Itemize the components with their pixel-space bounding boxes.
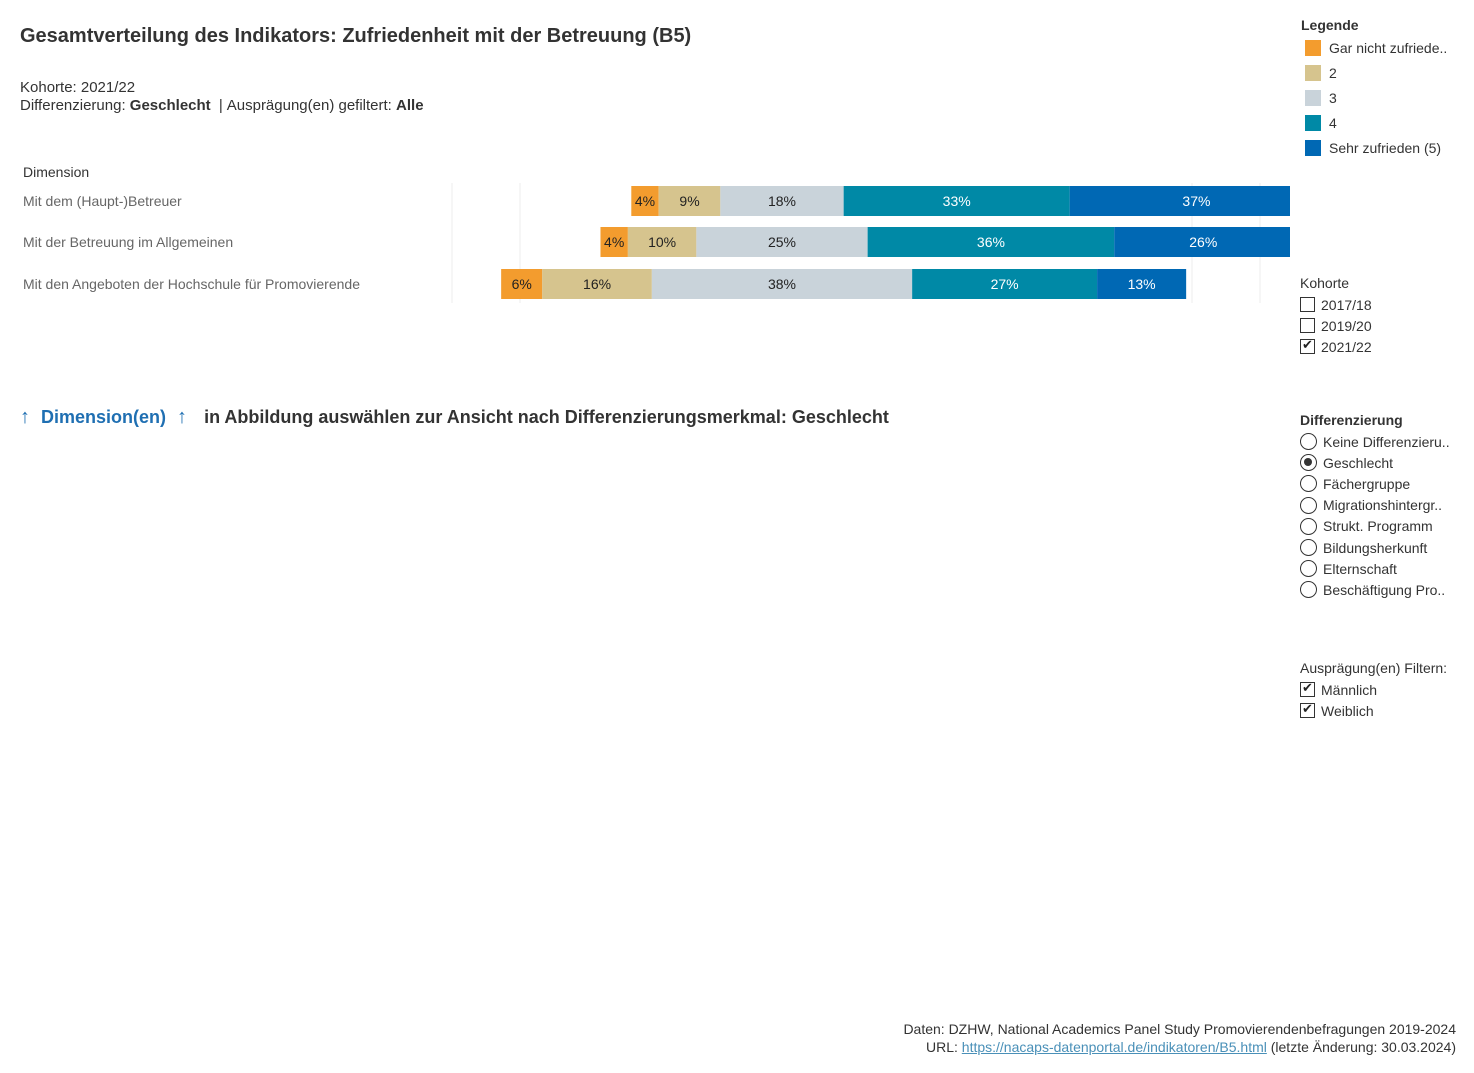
- option-label: Migrationshintergr..: [1323, 497, 1443, 514]
- radio-button[interactable]: [1300, 560, 1317, 577]
- option-label: Keine Differenzieru..: [1323, 433, 1450, 450]
- differenzierung-option[interactable]: [1300, 579, 1470, 600]
- radio-button[interactable]: [1300, 518, 1317, 535]
- url-line: [903, 1038, 1456, 1056]
- auspraegung-option[interactable]: [1300, 700, 1470, 721]
- bar-segment: [1070, 186, 1290, 216]
- legend-swatch: [1305, 65, 1321, 81]
- legend-label: Sehr zufrieden (5): [1329, 139, 1442, 156]
- option-label: 2021/22: [1321, 338, 1372, 355]
- legend-label: 4: [1329, 114, 1337, 131]
- option-label: Strukt. Programm: [1323, 518, 1433, 535]
- kohorte-option[interactable]: [1300, 315, 1470, 336]
- option-label: Weiblich: [1321, 702, 1374, 719]
- differentiation-prefix: Differenzierung:: [20, 97, 126, 114]
- data-label: 10%: [648, 234, 677, 250]
- stacked-bar-chart: [0, 155, 1290, 315]
- footer: [903, 1020, 1456, 1056]
- legend-item[interactable]: [1301, 60, 1471, 85]
- differentiation-value: Geschlecht: [129, 97, 211, 114]
- data-label: 4%: [604, 234, 625, 250]
- legend-label: Gar nicht zufriede..: [1329, 39, 1448, 56]
- separator: |: [218, 97, 223, 114]
- hint-text: in Abbildung auswählen zur Ansicht nach Differenzierungsmerkmal: Geschlecht: [204, 407, 889, 427]
- data-label: 13%: [1127, 276, 1156, 292]
- legend-swatch: [1305, 40, 1321, 56]
- checkbox[interactable]: [1300, 703, 1315, 718]
- legend-item[interactable]: [1301, 85, 1471, 110]
- filter-prefix: Ausprägung(en) gefiltert:: [226, 97, 392, 114]
- differenzierung-option[interactable]: [1300, 452, 1470, 473]
- legend-swatch: [1305, 115, 1321, 131]
- legend-items: [1301, 35, 1471, 160]
- auspraegung-options: [1300, 679, 1470, 721]
- option-label: Elternschaft: [1323, 560, 1397, 577]
- dimension-hint: [20, 406, 889, 429]
- kohorte-option[interactable]: [1300, 294, 1470, 315]
- legend-title: Legende: [1301, 17, 1359, 33]
- cohort-line: Kohorte: 2021/22: [20, 79, 136, 96]
- url-suffix: (letzte Änderung: 30.03.2024): [1270, 1039, 1456, 1055]
- data-label: 16%: [583, 276, 612, 292]
- checkbox[interactable]: [1300, 339, 1315, 354]
- option-label: 2019/20: [1321, 317, 1372, 334]
- legend-swatch: [1305, 140, 1321, 156]
- kohorte-option[interactable]: [1300, 336, 1470, 357]
- differenzierung-filter: [1300, 412, 1470, 601]
- category-label: Mit der Betreuung im Allgemeinen: [23, 234, 234, 250]
- y-axis-label: Dimension: [23, 164, 90, 180]
- differenzierung-option[interactable]: [1300, 473, 1470, 494]
- checkbox[interactable]: [1300, 682, 1315, 697]
- data-label: 26%: [1189, 234, 1218, 250]
- radio-button[interactable]: [1300, 497, 1317, 514]
- differenzierung-option[interactable]: [1300, 537, 1470, 558]
- checkbox[interactable]: [1300, 318, 1315, 333]
- kohorte-title: Kohorte: [1300, 275, 1350, 291]
- data-label: 4%: [634, 193, 656, 209]
- option-label: 2017/18: [1321, 296, 1372, 313]
- data-label: 6%: [511, 276, 532, 292]
- up-arrow-icon: ↑: [177, 406, 188, 428]
- up-arrow-icon: ↑: [20, 406, 30, 428]
- legend-item[interactable]: [1301, 110, 1471, 135]
- chart-title: Gesamtverteilung des Indikators: Zufriedenheit mit der Betreuung (B5): [20, 25, 692, 47]
- kohorte-filter: [1300, 275, 1470, 358]
- auspraegung-filter: [1300, 660, 1470, 721]
- differenzierung-options: [1300, 431, 1470, 601]
- data-label: 18%: [767, 193, 797, 209]
- option-label: Bildungsherkunft: [1323, 539, 1428, 556]
- differenzierung-title: Differenzierung: [1300, 412, 1403, 428]
- radio-button[interactable]: [1300, 581, 1317, 598]
- data-label: 27%: [990, 276, 1019, 292]
- data-label: 37%: [1182, 193, 1211, 209]
- differenzierung-option[interactable]: [1300, 558, 1470, 579]
- auspraegung-option[interactable]: [1300, 679, 1470, 700]
- radio-button[interactable]: [1300, 475, 1317, 492]
- legend-swatch: [1305, 90, 1321, 106]
- option-label: Fächergruppe: [1323, 475, 1411, 492]
- auspraegung-title: Ausprägung(en) Filtern:: [1300, 660, 1448, 676]
- option-label: Beschäftigung Pro..: [1323, 581, 1446, 598]
- differenzierung-option[interactable]: [1300, 495, 1470, 516]
- legend-label: 2: [1329, 64, 1337, 81]
- url-prefix: URL:: [925, 1039, 958, 1055]
- data-label: 25%: [767, 234, 797, 250]
- differenzierung-option[interactable]: [1300, 431, 1470, 452]
- option-label: Geschlecht: [1323, 454, 1394, 471]
- legend: [1301, 17, 1471, 160]
- radio-button[interactable]: [1300, 539, 1317, 556]
- legend-label: 3: [1329, 89, 1337, 106]
- data-label: 36%: [976, 234, 1005, 250]
- radio-button[interactable]: [1300, 433, 1317, 450]
- data-label: 33%: [942, 193, 971, 209]
- legend-item[interactable]: [1301, 135, 1471, 160]
- source-link[interactable]: https://nacaps-datenportal.de/indikatoren/B5.html: [961, 1039, 1267, 1055]
- category-label: Mit dem (Haupt-)Betreuer: [23, 193, 182, 209]
- differentiation-line: [20, 97, 424, 114]
- data-label: 9%: [679, 193, 700, 209]
- category-label: Mit den Angeboten der Hochschule für Promovierende: [23, 276, 360, 292]
- data-label: 38%: [767, 276, 797, 292]
- dimension-link[interactable]: Dimension(en): [41, 407, 167, 427]
- data-source: Daten: DZHW, National Academics Panel Study Promovierendenbefragungen 2019-2024: [903, 1021, 1456, 1037]
- option-label: Männlich: [1321, 681, 1378, 698]
- filter-value: Alle: [396, 97, 424, 114]
- radio-button[interactable]: [1300, 454, 1317, 471]
- checkbox[interactable]: [1300, 297, 1315, 312]
- kohorte-options: [1300, 294, 1470, 358]
- legend-item[interactable]: [1301, 35, 1471, 60]
- differenzierung-option[interactable]: [1300, 516, 1470, 537]
